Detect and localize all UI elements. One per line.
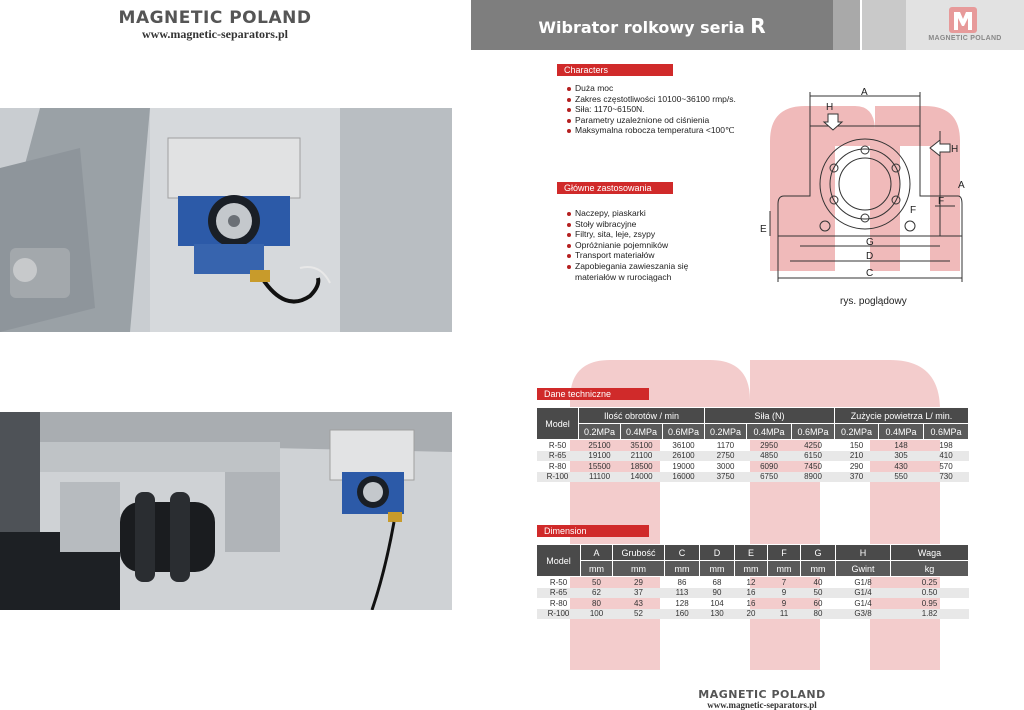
table-row: [537, 609, 969, 620]
table-row: [537, 440, 969, 451]
label-d: D: [866, 251, 874, 262]
table-cell: 19000: [672, 461, 695, 471]
table-cell: 210: [835, 451, 879, 462]
table-row: [537, 461, 969, 472]
cell-model: R-100: [537, 609, 581, 620]
drawing-caption: rys. poglądowy: [840, 296, 907, 307]
table-cell: 52: [613, 609, 665, 620]
col-model: Model: [537, 545, 581, 577]
cell-model: R-50: [548, 440, 567, 450]
table-cell: 43: [634, 598, 643, 608]
cell-model: R-80: [548, 461, 567, 471]
table-cell: 4850: [747, 451, 792, 462]
table-cell: 160: [665, 609, 700, 620]
dim-col: H: [836, 545, 891, 561]
footer-brand-url: www.magnetic-separators.pl: [707, 700, 817, 710]
list-item: Stoły wibracyjne: [566, 219, 726, 230]
table-cell: 18500: [630, 461, 653, 471]
dim-col: F: [768, 545, 801, 561]
table-cell: 570: [939, 461, 953, 471]
table-cell: 100: [581, 609, 613, 620]
table-cell: 3000: [716, 461, 735, 471]
table-cell: 9: [781, 598, 787, 608]
table-cell: 35100: [630, 440, 653, 450]
magnetic-logo-icon: [948, 6, 978, 34]
footer-brand: [672, 688, 852, 710]
table-cell: 290: [849, 461, 864, 471]
table-cell: 3750: [705, 472, 747, 483]
table-cell: 40: [813, 577, 823, 587]
cell-model: R-80: [549, 598, 568, 608]
pressure-header: 0.6MPa: [792, 424, 835, 440]
list-item: Opróżnianie pojemników: [566, 240, 726, 251]
table-row: [537, 577, 969, 588]
dim-col: A: [581, 545, 613, 561]
unit-header: Gwint: [836, 561, 891, 577]
col-model: Model: [537, 408, 579, 440]
dim-col: D: [700, 545, 735, 561]
footer-brand-name: MAGNETIC POLAND: [698, 688, 826, 701]
list-item: Maksymalna robocza temperatura <100℃: [566, 125, 766, 136]
table-cell: 26100: [663, 451, 705, 462]
unit-header: mm: [581, 561, 613, 577]
table-cell: 2950: [760, 440, 778, 450]
list-item: Zakres częstotliwości 10100~36100 rmp/s.: [566, 94, 766, 105]
unit-header: mm: [613, 561, 665, 577]
header-block: [833, 0, 860, 50]
table-cell: 130: [700, 609, 735, 620]
table-cell: 305: [879, 451, 924, 462]
table-cell: 25100: [588, 440, 611, 450]
table-row: [537, 451, 969, 462]
cell-model: R-100: [537, 472, 579, 483]
table-cell: 21100: [621, 451, 663, 462]
table-cell: 15500: [588, 461, 611, 471]
pressure-header: 0.2MPa: [705, 424, 747, 440]
table-cell: 11: [768, 609, 801, 620]
label-f2: F: [938, 196, 945, 207]
table-row: [537, 598, 969, 609]
list-item: Parametry uzależnione od ciśnienia: [566, 115, 766, 126]
characters-heading: Characters: [557, 64, 673, 76]
group-header: Zużycie powietrza L/ min.: [835, 408, 969, 424]
label-e: E: [760, 224, 767, 235]
title-prefix: Wibrator rolkowy seria: [538, 18, 751, 37]
pressure-header: 0.6MPa: [924, 424, 969, 440]
pressure-header: 0.2MPa: [835, 424, 879, 440]
table-cell: 29: [634, 577, 643, 587]
applications-list: [566, 208, 726, 282]
cell-model: R-50: [549, 577, 568, 587]
tech-heading: Dane techniczne: [537, 388, 649, 400]
table-cell: 150: [849, 440, 864, 450]
unit-header: mm: [768, 561, 801, 577]
table-cell: 16: [735, 588, 768, 599]
applications-heading: Główne zastosowania: [557, 182, 673, 194]
header-block: [862, 0, 906, 50]
list-item: Zapobiegania zawieszania się materiałów w rurociągach: [566, 261, 726, 282]
pressure-header: 0.4MPa: [879, 424, 924, 440]
table-row: [537, 588, 969, 599]
header-brand-left: [100, 8, 330, 42]
pressure-header: 0.2MPa: [579, 424, 621, 440]
photo-vibrator-mounted: [0, 108, 452, 332]
table-cell: 2750: [705, 451, 747, 462]
table-cell: 20: [735, 609, 768, 620]
table-cell: G1/8: [854, 577, 872, 587]
table-cell: 430: [894, 461, 908, 471]
table-cell: 0.50: [891, 588, 969, 599]
list-item: Siła: 1170~6150N.: [566, 104, 766, 115]
table-cell: 6150: [792, 451, 835, 462]
table-cell: 104: [710, 598, 724, 608]
table-cell: 19100: [579, 451, 621, 462]
group-header: Siła (N): [705, 408, 835, 424]
dim-table: [536, 544, 969, 619]
table-cell: 0.95: [921, 598, 938, 608]
label-g: G: [866, 237, 874, 248]
table-cell: 9: [768, 588, 801, 599]
table-cell: 0.25: [921, 577, 938, 587]
technical-drawing: [760, 86, 970, 296]
table-cell: 113: [665, 588, 700, 599]
table-cell: G1/4: [854, 598, 872, 608]
dim-heading: Dimension: [537, 525, 649, 537]
brand-url: www.magnetic-separators.pl: [142, 27, 288, 41]
table-cell: 7: [781, 577, 787, 587]
table-cell: 6090: [760, 461, 778, 471]
table-cell: 80: [592, 598, 601, 608]
table-cell: 128: [675, 598, 689, 608]
table-cell: 8900: [792, 472, 835, 483]
cell-model: R-65: [537, 451, 579, 462]
page-title: [471, 0, 833, 50]
table-cell: 370: [835, 472, 879, 483]
table-cell: 550: [879, 472, 924, 483]
table-cell: 14000: [621, 472, 663, 483]
table-cell: 50: [592, 577, 601, 587]
table-row: [537, 472, 969, 483]
label-h2: H: [951, 144, 959, 155]
title-letter: R: [750, 14, 766, 38]
label-a2: A: [958, 180, 965, 191]
table-cell: 60: [813, 598, 823, 608]
label-c: C: [866, 268, 874, 279]
table-cell: 16000: [663, 472, 705, 483]
unit-header: mm: [735, 561, 768, 577]
table-cell: 90: [700, 588, 735, 599]
label-h: H: [826, 102, 834, 113]
group-header: Ilość obrotów / min: [579, 408, 705, 424]
unit-header: mm: [801, 561, 836, 577]
table-cell: 410: [924, 451, 969, 462]
dim-col: E: [735, 545, 768, 561]
unit-header: kg: [891, 561, 969, 577]
dim-col: Grubość: [613, 545, 665, 561]
table-cell: 62: [581, 588, 613, 599]
table-cell: 1.82: [891, 609, 969, 620]
tech-table: [536, 407, 969, 482]
table-cell: 12: [746, 577, 756, 587]
brand-name: MAGNETIC POLAND: [118, 8, 312, 28]
list-item: Transport materiałów: [566, 250, 726, 261]
table-cell: 68: [712, 577, 722, 587]
list-item: Filtry, sita, leje, zsypy: [566, 229, 726, 240]
table-cell: 4250: [804, 440, 822, 450]
dim-col: C: [665, 545, 700, 561]
unit-header: mm: [700, 561, 735, 577]
table-cell: 50: [801, 588, 836, 599]
pressure-header: 0.4MPa: [621, 424, 663, 440]
dim-col: Waga: [891, 545, 969, 561]
table-cell: 7450: [804, 461, 822, 471]
tech-table-body: [537, 440, 969, 483]
table-cell: 6750: [747, 472, 792, 483]
list-item: Naczepy, piaskarki: [566, 208, 726, 219]
cell-model: R-65: [537, 588, 581, 599]
pressure-header: 0.4MPa: [747, 424, 792, 440]
unit-header: mm: [665, 561, 700, 577]
list-item: Duża moc: [566, 83, 766, 94]
table-cell: 1170: [716, 440, 735, 450]
table-cell: 37: [613, 588, 665, 599]
characters-list: [566, 83, 766, 136]
table-cell: 148: [894, 440, 908, 450]
pressure-header: 0.6MPa: [663, 424, 705, 440]
table-cell: G3/8: [836, 609, 891, 620]
table-cell: 86: [677, 577, 687, 587]
photo-vibrator-trailer: [0, 412, 452, 610]
label-a: A: [861, 87, 868, 98]
table-cell: 11100: [579, 472, 621, 483]
table-cell: 730: [924, 472, 969, 483]
table-cell: 16: [746, 598, 756, 608]
dim-col: G: [801, 545, 836, 561]
logo-text: MAGNETIC POLAND: [928, 35, 1002, 42]
table-cell: G1/4: [836, 588, 891, 599]
table-cell: 198: [939, 440, 953, 450]
table-cell: 36100: [672, 440, 695, 450]
label-f: F: [910, 205, 917, 216]
table-cell: 80: [801, 609, 836, 620]
dim-table-body: [537, 577, 969, 620]
